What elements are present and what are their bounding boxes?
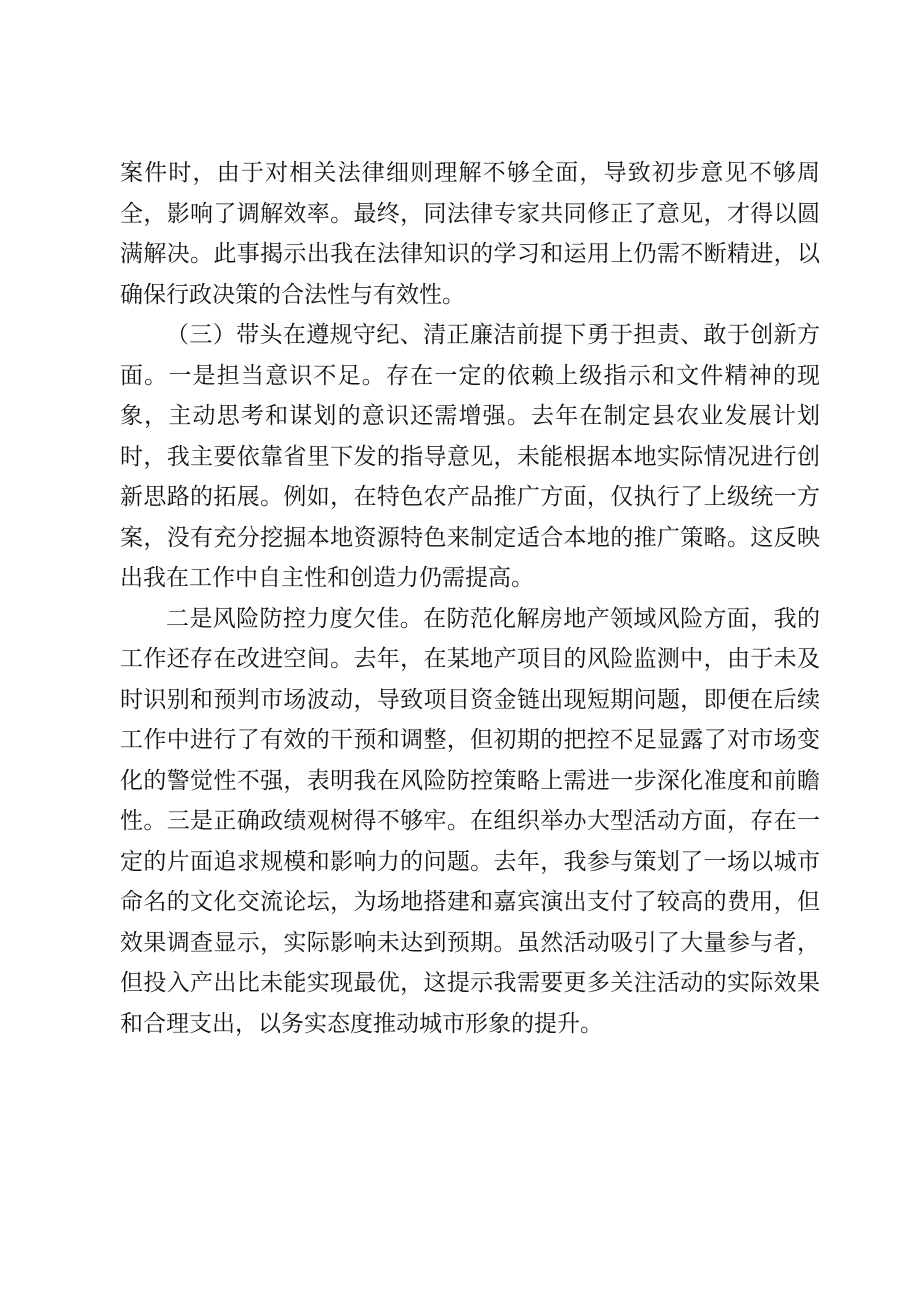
paragraph-section-three: （三）带头在遵规守纪、清正廉洁前提下勇于担责、敢于创新方面。一是担当意识不足。存在一定的依赖上级指示和文件精神的现象，主动思考和谋划的意识还需增强。去年在制定县农业发展计划时，我主要依靠省里下发的指导意见，未能根据本地实际情况进行创新思路的拓展。例如，在特色农产品推广方面，仅执行了上级统一方案，没有充分挖掘本地资源特色来制定适合本地的推广策略。这反映出我在工作中自主性和创造力仍需提高。 [120, 322, 820, 591]
paragraph-continuation: 案件时，由于对相关法律细则理解不够全面，导致初步意见不够周全，影响了调解效率。最终，同法律专家共同修正了意见，才得以圆满解决。此事揭示出我在法律知识的学习和运用上仍需不断精进，以确保行政决策的合法性与有效性。 [120, 160, 820, 308]
paragraph-risk-control: 二是风险防控力度欠佳。在防范化解房地产领域风险方面，我的工作还存在改进空间。去年，在某地产项目的风险监测中，由于未及时识别和预判市场波动，导致项目资金链出现短期问题，即便在后续工作中进行了有效的干预和调整，但初期的把控不足显露了对市场变化的警觉性不强，表明我在风险防控策略上需进一步深化准度和前瞻性。三是正确政绩观树得不够牢。在组织举办大型活动方面，存在一定的片面追求规模和影响力的问题。去年，我参与策划了一场以城市命名的文化交流论坛，为场地搭建和嘉宾演出支付了较高的费用，但效果调查显示，实际影响未达到预期。虽然活动吸引了大量参与者，但投入产出比未能实现最优，这提示我需要更多关注活动的实际效果和合理支出，以务实态度推动城市形象的提升。 [120, 605, 820, 1037]
document-body [120, 153, 820, 1044]
